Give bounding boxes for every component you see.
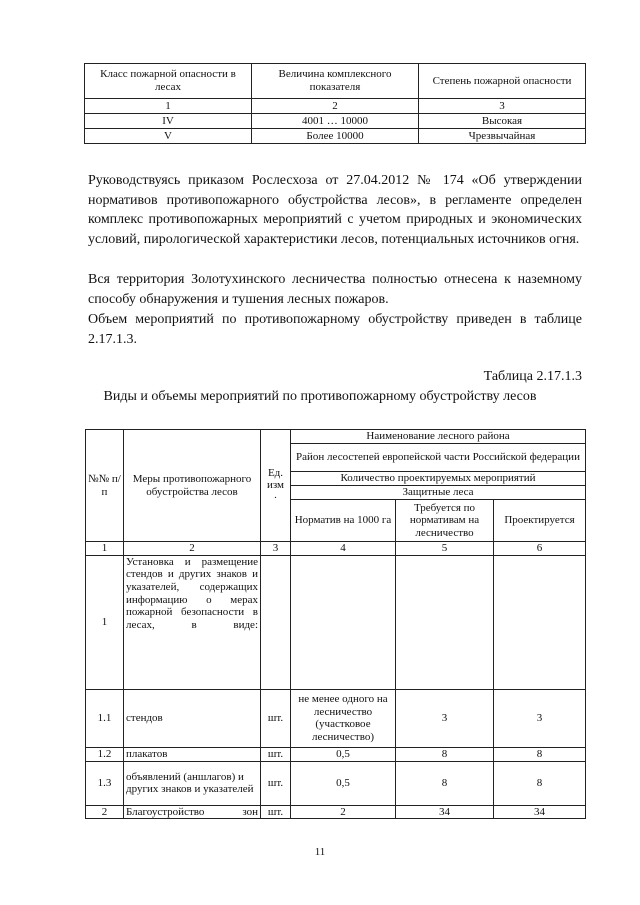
measure-cell: Установка и размещение стендов и других знаков и указателей, содержащих информацию о мерах пожарной безопасности в лесах, в виде: bbox=[124, 555, 261, 689]
unit-cell: шт. bbox=[261, 761, 291, 805]
table-row bbox=[86, 761, 586, 805]
header-planned-count: Количество проектируемых мероприятий bbox=[291, 472, 586, 486]
planned-cell bbox=[494, 555, 586, 689]
page-number: 11 bbox=[314, 846, 326, 858]
unit-cell bbox=[261, 555, 291, 689]
planned-cell: 3 bbox=[494, 689, 586, 747]
norm-cell: не менее одного на лесничество (участковое лесничество) bbox=[291, 689, 396, 747]
column-number: 1 bbox=[85, 99, 252, 114]
header-planned: Проектируется bbox=[494, 500, 586, 542]
header-row-number: №№ п/п bbox=[86, 430, 124, 542]
column-number: 1 bbox=[86, 542, 124, 556]
danger-degree-cell: Чрезвычайная bbox=[419, 129, 586, 144]
planned-cell: 34 bbox=[494, 805, 586, 819]
table-row bbox=[86, 689, 586, 747]
unit-cell: шт. bbox=[261, 689, 291, 747]
planned-cell: 8 bbox=[494, 747, 586, 761]
unit-cell: шт. bbox=[261, 805, 291, 819]
measure-cell: плакатов bbox=[124, 747, 261, 761]
fire-class-cell: IV bbox=[85, 114, 252, 129]
column-number: 5 bbox=[396, 542, 494, 556]
table-row bbox=[85, 129, 586, 144]
fire-measures-table bbox=[85, 429, 586, 819]
table-title: Виды и объемы мероприятий по противопожарному обустройству лесов bbox=[103, 389, 537, 404]
header-forest-area: Наименование лесного района bbox=[291, 430, 586, 444]
header-measures: Меры противопожарного обустройства лесов bbox=[124, 430, 261, 542]
measure-cell: стендов bbox=[124, 689, 261, 747]
column-numbers-row bbox=[86, 542, 586, 556]
paragraph-volume: Объем мероприятий по противопожарному обустройству приведен в таблице 2.17.1.3. bbox=[88, 312, 582, 347]
norm-cell bbox=[291, 555, 396, 689]
column-number: 3 bbox=[419, 99, 586, 114]
measure-cell: Благоустройство зон bbox=[124, 805, 261, 819]
required-cell: 34 bbox=[396, 805, 494, 819]
header-unit-label: Ед. изм bbox=[266, 466, 285, 492]
danger-degree-cell: Высокая bbox=[419, 114, 586, 129]
header-protective-forests: Защитные леса bbox=[291, 486, 586, 500]
required-cell: 3 bbox=[396, 689, 494, 747]
measure-cell: объявлений (аншлагов) и других знаков и указателей bbox=[124, 761, 261, 805]
column-number: 6 bbox=[494, 542, 586, 556]
unit-cell: шт. bbox=[261, 747, 291, 761]
header-danger-degree: Степень пожарной опасности bbox=[419, 64, 586, 99]
paragraph-territory: Вся территория Золотухинского лесничества полностью отнесена к наземному способу обнаружения и тушения лесных пожаров. bbox=[88, 272, 582, 307]
header-unit bbox=[261, 430, 291, 542]
table-row bbox=[85, 114, 586, 129]
fire-class-table bbox=[84, 63, 586, 144]
required-cell bbox=[396, 555, 494, 689]
planned-cell: 8 bbox=[494, 761, 586, 805]
norm-cell: 0,5 bbox=[291, 761, 396, 805]
row-number-cell: 1.3 bbox=[86, 761, 124, 805]
table-row bbox=[86, 747, 586, 761]
header-region: Район лесостепей европейской части Российской федерации bbox=[291, 444, 586, 472]
header-index-value: Величина комплексного показателя bbox=[252, 64, 419, 99]
column-number: 2 bbox=[252, 99, 419, 114]
table-row bbox=[86, 805, 586, 819]
paragraph-regulation: Руководствуясь приказом Рослесхоза от 27.04.2012 № 174 «Об утверждении нормативов противопожарного обустройства лесов», в регламенте определен комплекс противопожарных мероприятий с учетом природных и экономических условий, пирологической характеристики лесов, потенциальных источников огня. bbox=[88, 173, 582, 247]
header-fire-class: Класс пожарной опасности в лесах bbox=[85, 64, 252, 99]
column-number: 2 bbox=[124, 542, 261, 556]
table-number: Таблица 2.17.1.3 bbox=[483, 369, 582, 384]
required-cell: 8 bbox=[396, 747, 494, 761]
index-value-cell: 4001 … 10000 bbox=[252, 114, 419, 129]
row-number-cell: 2 bbox=[86, 805, 124, 819]
header-unit-mark: · bbox=[273, 491, 278, 504]
row-number-cell: 1 bbox=[86, 555, 124, 689]
header-required: Требуется по нормативам на лесничество bbox=[396, 500, 494, 542]
column-number: 4 bbox=[291, 542, 396, 556]
header-norm: Норматив на 1000 га bbox=[291, 500, 396, 542]
row-number-cell: 1.2 bbox=[86, 747, 124, 761]
norm-cell: 2 bbox=[291, 805, 396, 819]
column-number: 3 bbox=[261, 542, 291, 556]
row-number-cell: 1.1 bbox=[86, 689, 124, 747]
required-cell: 8 bbox=[396, 761, 494, 805]
fire-class-cell: V bbox=[85, 129, 252, 144]
table-row bbox=[86, 555, 586, 689]
norm-cell: 0,5 bbox=[291, 747, 396, 761]
index-value-cell: Более 10000 bbox=[252, 129, 419, 144]
